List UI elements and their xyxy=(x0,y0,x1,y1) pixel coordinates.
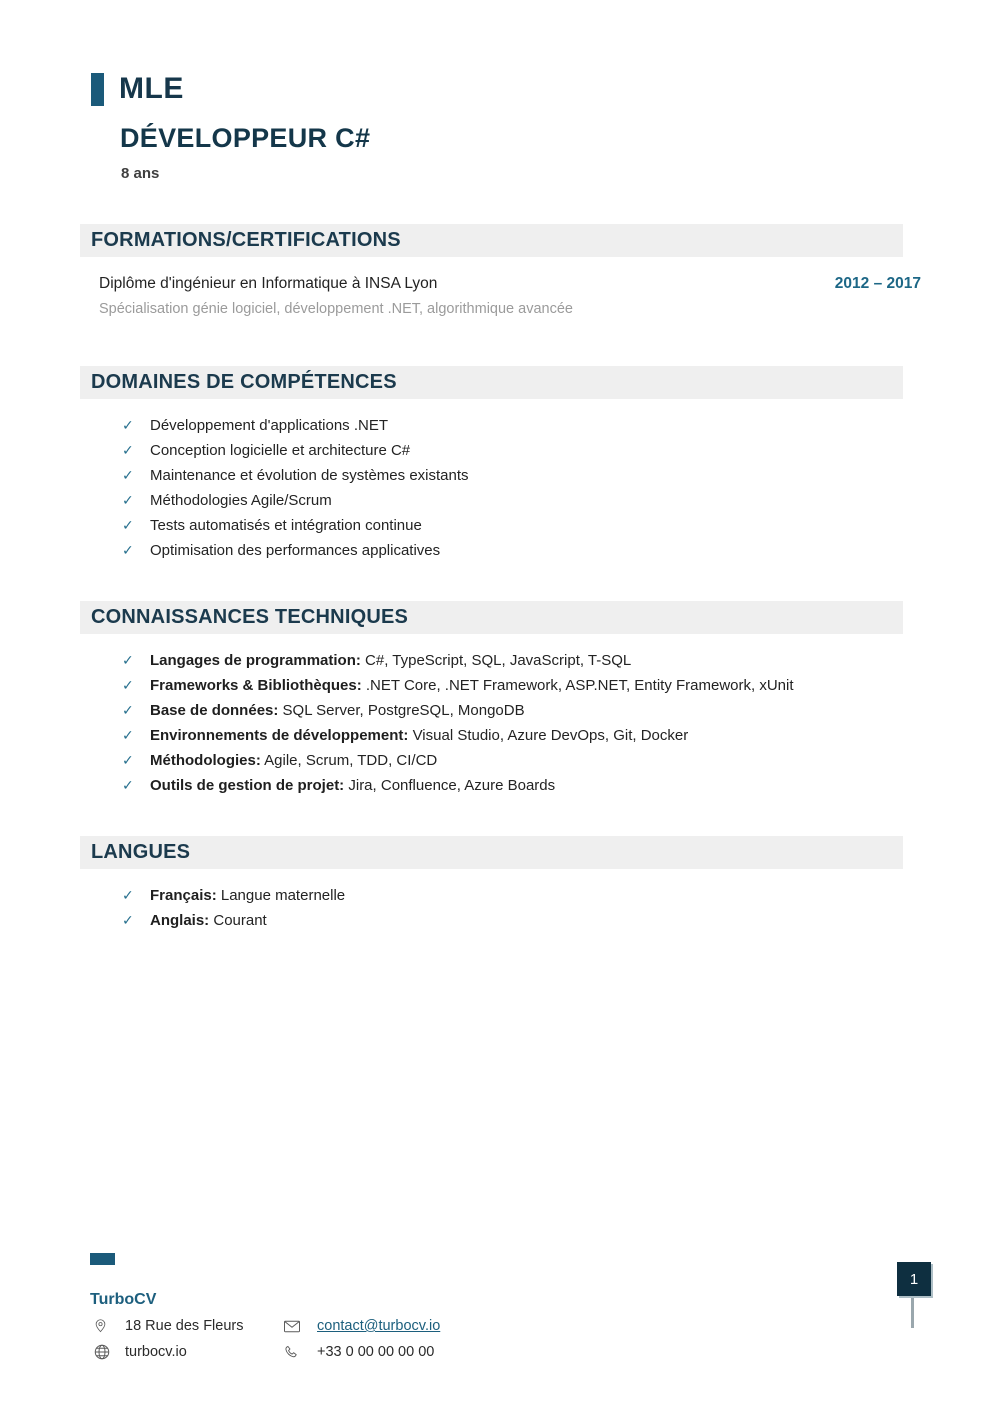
check-icon: ✓ xyxy=(122,542,134,558)
section-title-domaines: DOMAINES DE COMPÉTENCES xyxy=(80,366,903,399)
check-icon: ✓ xyxy=(122,912,134,928)
language-name: Anglais: xyxy=(150,912,210,929)
job-title: DÉVELOPPEUR C# xyxy=(120,123,371,153)
footer-contacts xyxy=(93,1313,440,1365)
list-item xyxy=(80,413,903,438)
location-pin-icon xyxy=(93,1317,125,1335)
list-item xyxy=(80,673,903,698)
skill-values: Agile, Scrum, TDD, CI/CD xyxy=(264,752,438,769)
skill-category: Langages de programmation: xyxy=(150,652,361,669)
list-item-text xyxy=(150,883,345,908)
email-link[interactable]: contact@turbocv.io xyxy=(317,1318,441,1334)
language-level: Courant xyxy=(213,912,267,929)
list-item-text xyxy=(150,773,555,798)
education-details: Spécialisation génie logiciel, développement .NET, algorithmique avancée xyxy=(99,301,573,317)
list-item-text xyxy=(150,673,794,698)
check-icon: ✓ xyxy=(122,492,134,508)
skill-values: .NET Core, .NET Framework, ASP.NET, Entity Framework, xUnit xyxy=(365,677,794,694)
cv-header xyxy=(91,72,903,183)
candidate-initials: MLE xyxy=(119,72,184,105)
list-item xyxy=(80,648,903,673)
list-item xyxy=(80,463,903,488)
check-icon: ✓ xyxy=(122,652,134,668)
name-row xyxy=(91,72,903,106)
list-item-text: Méthodologies Agile/Scrum xyxy=(150,492,332,509)
list-item xyxy=(80,513,903,538)
list-item xyxy=(80,748,903,773)
list-item xyxy=(80,438,903,463)
list-item xyxy=(80,723,903,748)
list-item xyxy=(80,698,903,723)
list-item xyxy=(80,773,903,798)
check-icon: ✓ xyxy=(122,777,134,793)
footer-address: 18 Rue des Fleurs xyxy=(125,1318,244,1334)
skill-values: SQL Server, PostgreSQL, MongoDB xyxy=(282,702,525,719)
check-icon: ✓ xyxy=(122,727,134,743)
list-item xyxy=(80,538,903,563)
list-item-text: Développement d'applications .NET xyxy=(150,417,388,434)
envelope-icon xyxy=(283,1319,317,1334)
skill-category: Méthodologies: xyxy=(150,752,261,769)
check-icon: ✓ xyxy=(122,442,134,458)
check-icon: ✓ xyxy=(122,752,134,768)
education-row xyxy=(99,274,921,293)
footer-website: turbocv.io xyxy=(125,1344,187,1360)
check-icon: ✓ xyxy=(122,467,134,483)
skill-values: Visual Studio, Azure DevOps, Git, Docker xyxy=(412,727,689,744)
list-item-text: Optimisation des performances applicatives xyxy=(150,542,441,559)
list-item-text: Maintenance et évolution de systèmes existants xyxy=(150,467,469,484)
list-item xyxy=(80,488,903,513)
check-icon: ✓ xyxy=(122,677,134,693)
skill-category: Base de données: xyxy=(150,702,279,719)
education-degree: Diplôme d'ingénieur en Informatique à INSA Lyon xyxy=(99,275,438,292)
list-item-text xyxy=(150,648,631,673)
phone-icon xyxy=(283,1344,317,1361)
globe-icon xyxy=(93,1343,125,1361)
footer-accent-bar-icon xyxy=(90,1253,115,1265)
section-title-connaissances: CONNAISSANCES TECHNIQUES xyxy=(80,601,903,634)
footer-company-name: TurboCV xyxy=(90,1291,157,1308)
skill-values: Jira, Confluence, Azure Boards xyxy=(348,777,556,794)
list-item xyxy=(80,883,903,908)
language-name: Français: xyxy=(150,887,217,904)
section-title-langues: LANGUES xyxy=(80,836,903,869)
skill-category: Outils de gestion de projet: xyxy=(150,777,345,794)
check-icon: ✓ xyxy=(122,702,134,718)
list-item-text: Tests automatisés et intégration continue xyxy=(150,517,422,534)
domaines-list xyxy=(80,413,903,563)
list-item-text xyxy=(150,748,437,773)
check-icon: ✓ xyxy=(122,887,134,903)
langues-list xyxy=(80,883,903,933)
skill-values: C#, TypeScript, SQL, JavaScript, T-SQL xyxy=(365,652,632,669)
education-dates: 2012 – 2017 xyxy=(834,275,921,292)
footer-phone: +33 0 00 00 00 00 xyxy=(317,1344,435,1360)
list-item-text: Conception logicielle et architecture C# xyxy=(150,442,411,459)
skill-category: Environnements de développement: xyxy=(150,727,409,744)
connaissances-list xyxy=(80,648,903,798)
list-item-text xyxy=(150,698,525,723)
list-item xyxy=(80,908,903,933)
accent-bar-icon xyxy=(91,73,104,106)
section-title-formations: FORMATIONS/CERTIFICATIONS xyxy=(80,224,903,257)
check-icon: ✓ xyxy=(122,517,134,533)
cv-content xyxy=(80,0,921,933)
list-item-text xyxy=(150,908,267,933)
footer-email xyxy=(317,1318,440,1334)
list-item-text xyxy=(150,723,688,748)
experience-years: 8 ans xyxy=(121,165,160,182)
language-level: Langue maternelle xyxy=(220,887,346,904)
education-entry xyxy=(80,274,921,318)
page-number-badge: 1 xyxy=(897,1262,931,1296)
skill-category: Frameworks & Bibliothèques: xyxy=(150,677,362,694)
check-icon: ✓ xyxy=(122,417,134,433)
